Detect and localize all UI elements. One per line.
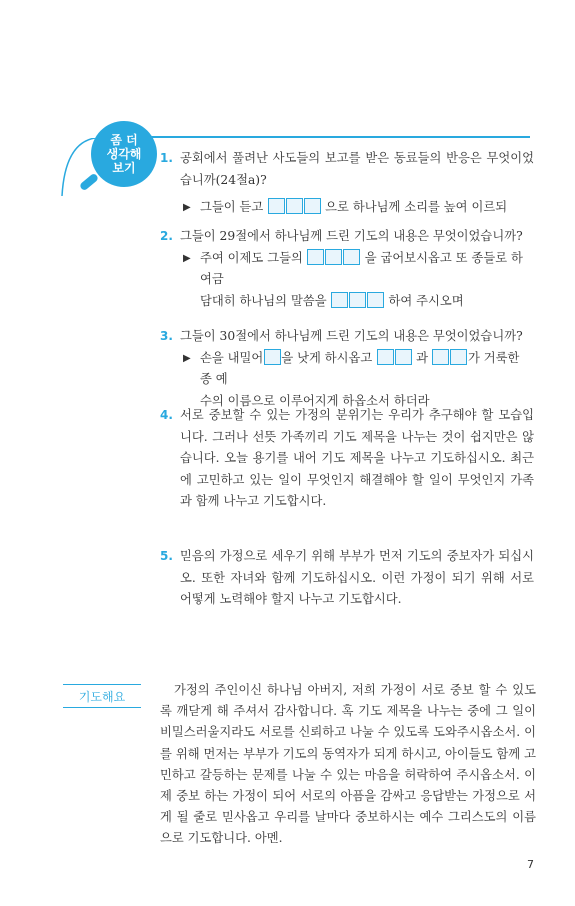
question-text: 그들이 29절에서 하나님께 드린 기도의 내용은 무엇이었습니까? [180, 229, 523, 243]
answer-blank[interactable] [307, 249, 324, 265]
answer-blank[interactable] [304, 198, 321, 214]
triangle-right-icon: ▶ [183, 352, 191, 364]
badge-line-1: 좀 더 [110, 133, 138, 147]
answer-blank[interactable] [377, 349, 394, 365]
answer-line: 담대히 하나님의 말씀을 하여 주시오며 [200, 293, 464, 308]
answer-blank[interactable] [264, 349, 281, 365]
question-number: 1. [160, 151, 173, 165]
question-number: 5. [160, 549, 173, 563]
question-text: 믿음의 가정으로 세우기 위해 부부가 먼저 기도의 중보자가 되십시오. 또한 자녀와 함께 기도하십시오. 이런 가정이 되기 위해 서로 어떻게 노력해야 할지 나누고 기도합시다. [180, 549, 534, 606]
answer-line: ▶ 그들이 듣고 으로 하나님께 소리를 높여 이르되 [180, 197, 534, 219]
question-2 [160, 226, 534, 312]
question-number: 2. [160, 229, 173, 243]
answer-line: ▶ 주여 이제도 그들의 을 굽어보시옵고 또 종들로 하여금 [180, 248, 534, 291]
question-3 [160, 326, 534, 412]
answer-line: ▶ 손을 내밀어 을 낫게 하시옵고 과 가 거룩한 종 예 [180, 348, 534, 391]
question-text: 서로 중보할 수 있는 가정의 분위기는 우리가 추구해야 할 모습입니다. 그러나 선뜻 가족끼리 기도 제목을 나누는 것이 쉽지만은 않습니다. 오늘 용기를 내어 기도 제목을 나누고 기도하십시오. 최근에 고민하고 있는 일이 무엇인지 해결해야 할 일이 무엇인지 가족과 함께 나누고 기도합시다. [180, 408, 534, 508]
answer-blank[interactable] [367, 292, 384, 308]
answer-line: 수의 이름으로 이루어지게 하옵소서 하더라 [200, 393, 430, 408]
badge-line-2: 생각해 [106, 147, 142, 161]
answer-blank[interactable] [331, 292, 348, 308]
answer-blank[interactable] [325, 249, 342, 265]
answer-blank[interactable] [432, 349, 449, 365]
question-4 [160, 405, 534, 513]
answer-blank[interactable] [286, 198, 303, 214]
answer-blank[interactable] [450, 349, 467, 365]
section-header-rule [140, 136, 530, 138]
page-number: 7 [527, 858, 534, 871]
question-text: 공회에서 풀려난 사도들의 보고를 받은 동료들의 반응은 무엇이었습니까(24절a)? [180, 151, 534, 187]
answer-block [180, 197, 534, 219]
prayer-label: 기도해요 [63, 684, 141, 708]
triangle-right-icon: ▶ [183, 252, 191, 264]
badge-line-3: 보기 [112, 161, 136, 175]
question-5 [160, 546, 534, 611]
answer-blank[interactable] [268, 198, 285, 214]
answer-blank[interactable] [343, 249, 360, 265]
question-number: 3. [160, 329, 173, 343]
think-more-badge [91, 121, 157, 187]
question-1 [160, 148, 534, 219]
question-number: 4. [160, 408, 173, 422]
answer-block [180, 248, 534, 313]
triangle-right-icon: ▶ [183, 202, 191, 213]
question-text: 그들이 30절에서 하나님께 드린 기도의 내용은 무엇이었습니까? [180, 329, 523, 343]
answer-block [180, 348, 534, 413]
answer-blank[interactable] [395, 349, 412, 365]
answer-blank[interactable] [349, 292, 366, 308]
prayer-text: 가정의 주인이신 하나님 아버지, 저희 가정이 서로 중보 할 수 있도록 깨닫게 해 주셔서 감사합니다. 혹 기도 제목을 나누는 중에 그 일이 비밀스러울지라도 서로를 신뢰하고 나눌 수 있도록 도와주시옵소서. 이를 위해 먼저는 부부가 기도의 동역자가 되게 하시고, 아이들도 함께 고민하고 갈등하는 문제를 나눌 수 있는 마음을 허락하여 주시옵소서. 이제 중보 하는 가정이 되어 서로의 아픔을 감싸고 응답받는 가정으로 서게 될 줄로 믿사옵고 우리를 날마다 중보하시는 예수 그리스도의 이름으로 기도합니다. 아멘. [160, 683, 536, 846]
